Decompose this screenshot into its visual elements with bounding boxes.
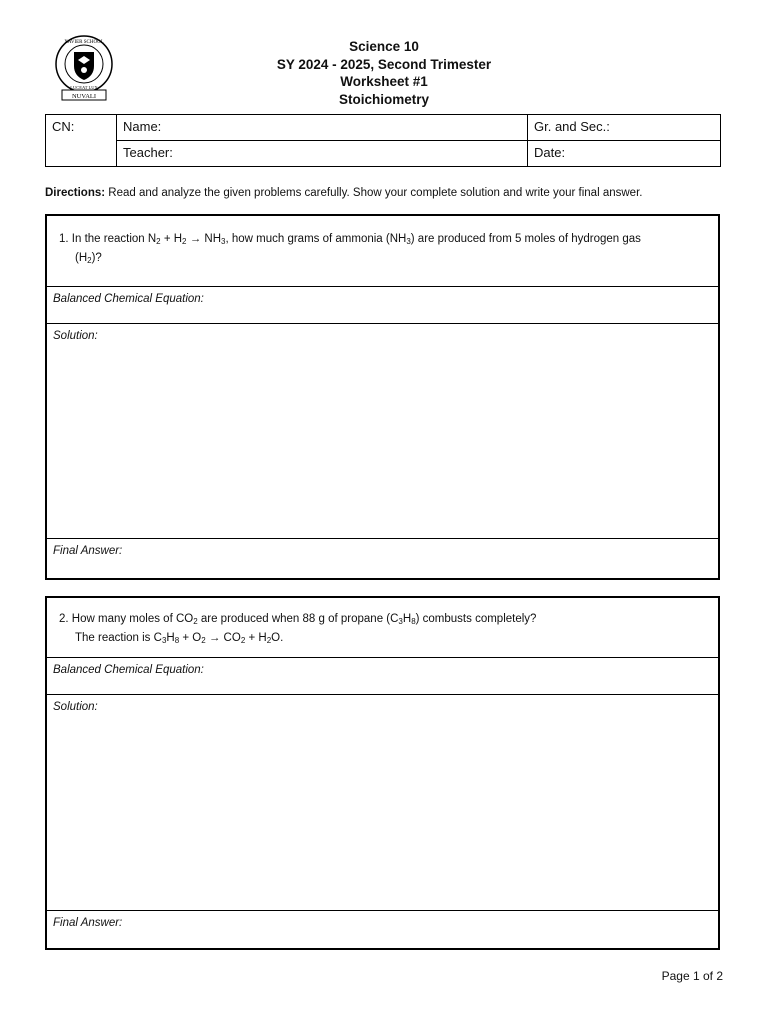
header-subject: Science 10	[349, 39, 419, 54]
grade-section-label: Gr. and Sec.:	[534, 119, 610, 134]
logo-text-bottom: LUCEAT LUX	[70, 85, 98, 90]
question-2-box	[45, 596, 720, 950]
header-topic: Stoichiometry	[338, 91, 430, 107]
final-answer-label: Final Answer:	[53, 545, 123, 557]
question-2-final-answer-row[interactable]	[47, 911, 718, 948]
solution-label: Solution:	[53, 701, 98, 713]
directions-label: Directions:	[45, 187, 106, 199]
cn-field[interactable]	[46, 115, 117, 167]
solution-label: Solution:	[53, 330, 98, 342]
grade-section-field[interactable]	[528, 115, 721, 141]
question-2-prompt-row	[47, 598, 718, 658]
header-worksheet-number: Worksheet #1	[340, 74, 428, 89]
teacher-field[interactable]	[117, 141, 528, 167]
question-2-solution-area[interactable]	[47, 695, 718, 911]
teacher-label: Teacher:	[123, 145, 173, 160]
question-1-prompt-row	[47, 216, 718, 287]
question-1-text: 1. In the reaction $N_2 + H_2 \to NH_3$, how much grams of ammonia $(NH_3)$ are produced from 5 moles of hydrogen gas $(H_2)$?	[59, 233, 641, 265]
logo-banner-text: NUVALI	[71, 93, 97, 100]
name-field[interactable]	[117, 115, 528, 141]
question-1-box	[45, 214, 720, 580]
name-label: Name:	[123, 119, 162, 134]
question-2-balanced-row[interactable]	[47, 658, 718, 695]
question-2-text: 2. How many moles of $CO_2$ are produced when 88 g of propane $(C_3H_8)$ combusts completely? The reaction is $C_3H_8 + O_2 \to CO_2 + H_2O$.	[59, 613, 537, 645]
balanced-equation-label: Balanced Chemical Equation:	[53, 293, 204, 305]
question-1-solution-area[interactable]	[47, 324, 718, 539]
final-answer-label: Final Answer:	[53, 917, 123, 929]
question-1-balanced-row[interactable]	[47, 287, 718, 324]
page-number: Page 1 of 2	[661, 969, 723, 983]
question-1-number: 1.	[59, 233, 69, 245]
question-1-final-answer-row[interactable]	[47, 539, 718, 578]
balanced-equation-label: Balanced Chemical Equation:	[53, 664, 204, 676]
date-label: Date:	[534, 145, 566, 160]
question-2-number: 2.	[59, 613, 69, 625]
date-field[interactable]	[528, 141, 721, 167]
cn-label: CN:	[52, 119, 75, 134]
directions	[45, 187, 642, 199]
student-info-table	[45, 114, 721, 167]
directions-text: Read and analyze the given problems carefully. Show your complete solution and write your final answer.	[105, 187, 643, 199]
worksheet-header	[0, 38, 768, 108]
logo-text-top: XAVIER SCHOOL	[64, 40, 104, 45]
header-school-year: SY 2024 - 2025, Second Trimester	[276, 56, 492, 72]
